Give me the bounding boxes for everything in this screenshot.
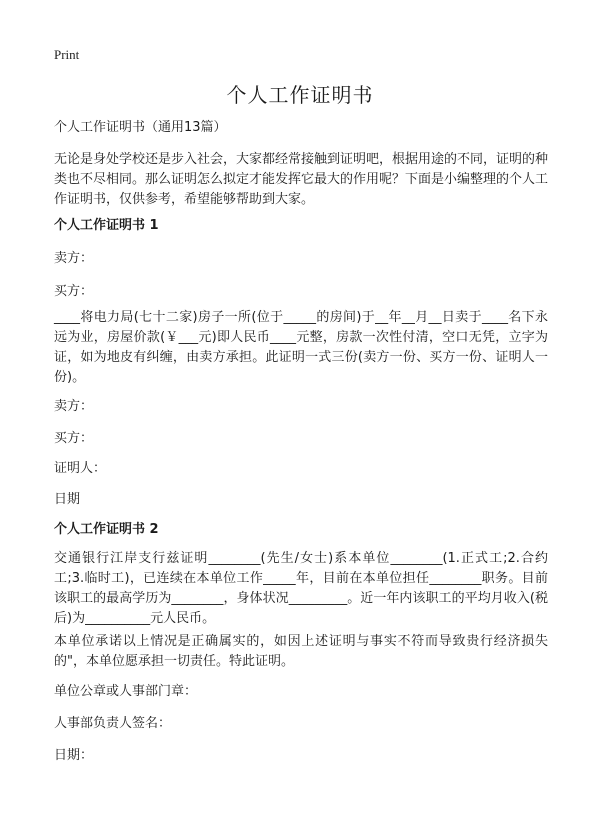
section-2-date-line: 日期： (54, 748, 94, 763)
section-1-sign-seller: 卖方： (54, 399, 94, 414)
section-1-sign-date: 日期 (54, 492, 81, 507)
section-1-sign-witness: 证明人： (54, 461, 107, 476)
section-2-stamp-line: 单位公章或人事部门章： (54, 684, 198, 699)
section-1-heading: 个人工作证明书 1 (54, 218, 159, 233)
section-1-sign-buyer: 买方： (54, 431, 94, 446)
page-title: 个人工作证明书 (226, 83, 374, 107)
section-2-body: 交通银行江岸支行兹证明________(先生/女士)系本单位________(1.正式工;2.合约工;3.临时工)，已连续在本单位工作_____年，目前在本单位担任________职务。目前该职工的最高学历为________，身体状况_________。近一年内该职工的平均月收入(税后)为__________元人民币。 (54, 551, 548, 626)
section-1-buyer-line: 买方： (54, 284, 94, 299)
section-2-heading: 个人工作证明书 2 (54, 522, 159, 537)
section-1-body: ____将电力局(七十二家)房子一所(位于_____的房间)于__年__月__日卖于____名下永远为业，房屋价款(￥___元)即人民币____元整，房款一次性付清，空口无凭，立字为证，如为地皮有纠缠，由卖方承担。此证明一式三份(卖方一份、买方一份、证明人一份)。 (54, 310, 548, 385)
print-link[interactable]: Print (54, 47, 80, 62)
section-1-seller-line: 卖方： (54, 251, 94, 266)
section-2-hr-sign-line: 人事部负责人签名： (54, 716, 172, 731)
document-subtitle: 个人工作证明书（通用13篇） (54, 120, 227, 135)
section-2-commitment: 本单位承诺以上情况是正确属实的，如因上述证明与事实不符而导致贵行经济损失的"，本单位愿承担一切责任。特此证明。 (54, 634, 548, 669)
intro-paragraph: 无论是身处学校还是步入社会，大家都经常接触到证明吧，根据用途的不同，证明的种类也不尽相同。那么证明怎么拟定才能发挥它最大的作用呢？下面是小编整理的个人工作证明书，仅供参考，希望能够帮助到大家。 (54, 152, 549, 207)
